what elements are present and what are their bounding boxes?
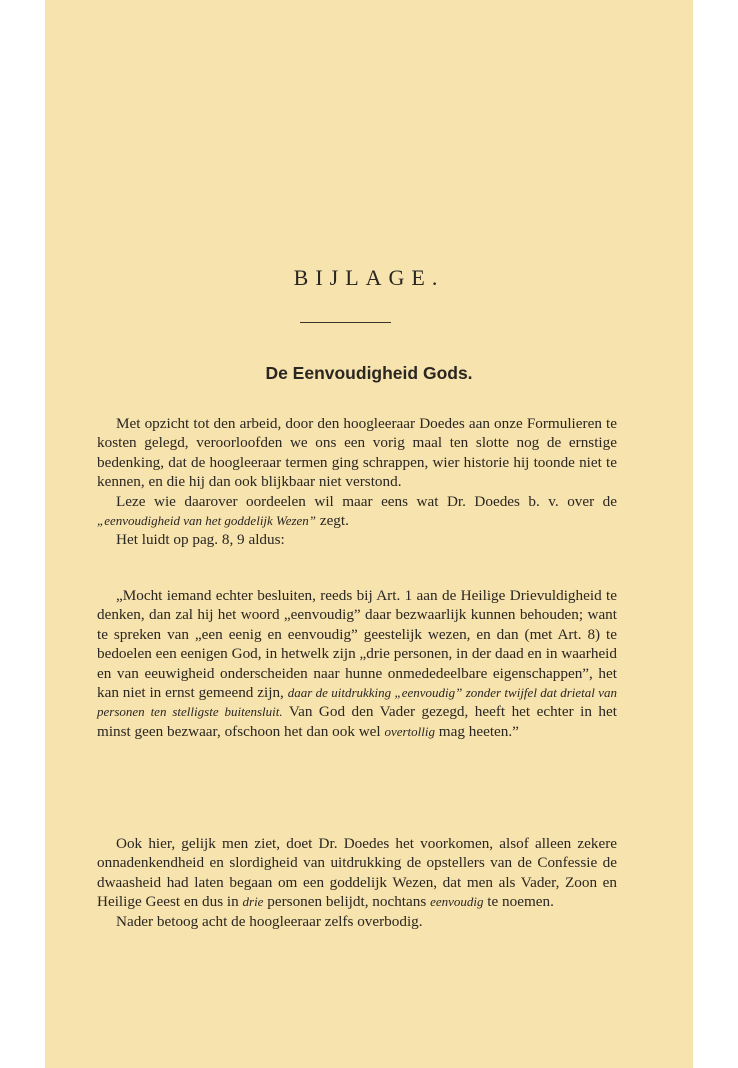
divider-rule	[300, 322, 391, 323]
paragraph-4-emphasis-2: eenvoudig	[430, 894, 484, 910]
paragraph-1: Met opzicht tot den arbeid, door den hoogleeraar Doedes aan onze Formulieren te kosten gelegd, veroorloofden we ons een vorig maal ten slotte nog de ernstige bedenking, dat de hoogleeraar termen ging schrappen, wier historie hij toonde niet te kennen, en die hij dan ook blijkbaar niet verstond.	[97, 415, 617, 491]
paragraph-2-emphasis: „eenvoudigheid van het goddelijk Wezen”	[97, 513, 317, 529]
paragraph-4-text-3: te noemen.	[483, 893, 554, 911]
quote-block	[97, 586, 617, 741]
section-heading: BIJLAGE.	[293, 265, 445, 290]
paragraph-4	[97, 834, 617, 912]
paragraph-2-text: Leze wie daarover oordeelen wil maar eens wat Dr. Doedes b. v. over de	[116, 492, 617, 510]
intro-block	[97, 414, 617, 550]
closing-block	[97, 834, 617, 931]
quote-emphasis-1: daar de uitdrukking „eenvoudig” zonder twijfel dat drietal van personen ten stelligste buitensluit.	[97, 685, 617, 720]
paragraph-4-text-1: Ook hier, gelijk men ziet, doet Dr. Doedes het voorkomen, alsof alleen zekere onnadenkendheid en slordigheid van uitdrukking de opstellers van de Confessie de dwaasheid had laten begaan om een goddelijk Wezen, dat men als Vader, Zoon en Heilige Geest en dus in	[97, 835, 617, 911]
paragraph-4-text-2: personen belijdt, nochtans	[263, 893, 431, 911]
book-page	[45, 0, 693, 1068]
paragraph-4-emphasis-1: drie	[242, 894, 264, 910]
paragraph-5: Nader betoog acht de hoogleeraar zelfs overbodig.	[116, 912, 423, 930]
quote-text-3: mag heeten.”	[435, 722, 519, 740]
paragraph-3: Het luidt op pag. 8, 9 aldus:	[116, 531, 285, 549]
paragraph-2	[97, 492, 617, 531]
quote-text-1: „Mocht iemand echter besluiten, reeds bij Art. 1 aan de Heilige Drievuldigheid te denken, dan zal hij het woord „eenvoudig” daar bezwaarlijk kunnen behouden; want te spreken van „een eenig en eenvoudig” geestelijk wezen, en dan (met Art. 8) te bedoelen een eenigen God, in hetwelk zijn „drie personen, in der daad en in waarheid en van eeuwigheid onderscheiden naar hunne onmededeelbare eigenschappen”, het kan niet in ernst gemeend zijn,	[97, 587, 617, 702]
paragraph-2-end: zegt.	[316, 512, 349, 530]
section-subtitle: De Eenvoudigheid Gods.	[265, 363, 473, 383]
quote-text-2: Van God den Vader gezegd, heeft het echter in het minst geen bezwaar, ofschoon het dan ook wel	[97, 703, 617, 740]
quote-paragraph	[97, 586, 617, 741]
quote-emphasis-2: overtollig	[384, 723, 435, 739]
